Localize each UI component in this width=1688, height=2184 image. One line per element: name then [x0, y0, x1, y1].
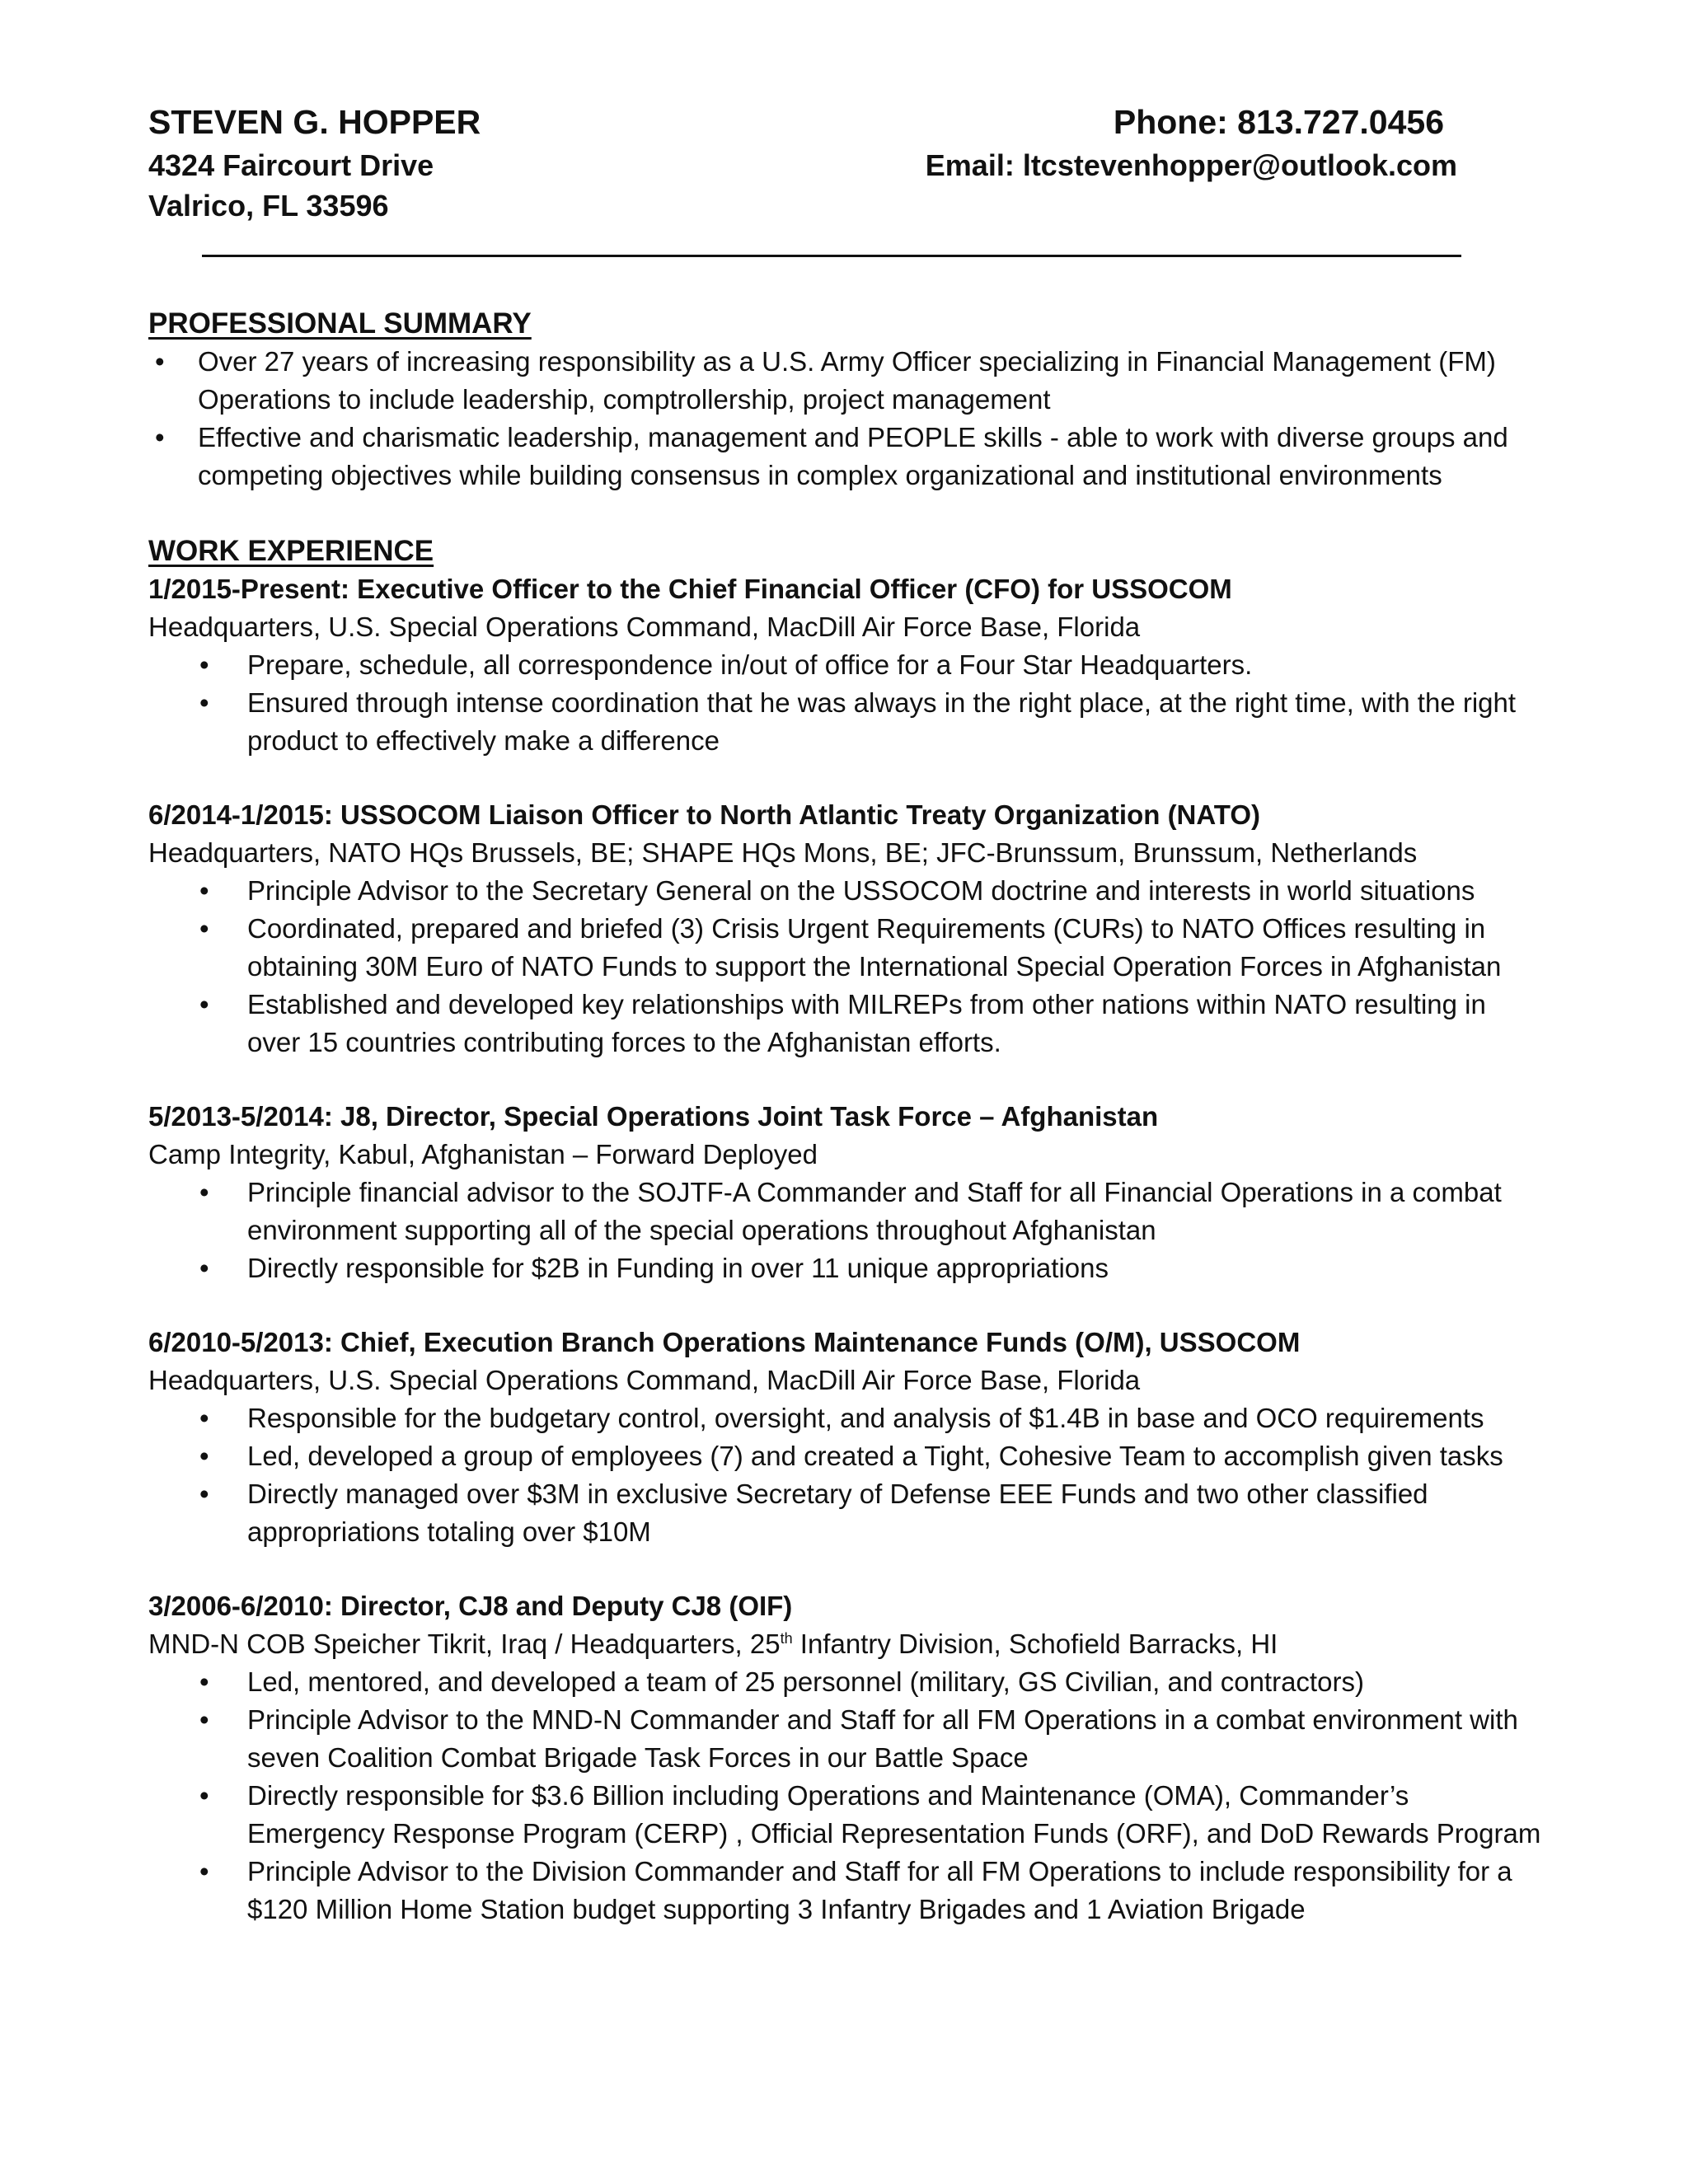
candidate-name: STEVEN G. HOPPER — [148, 103, 481, 141]
list-item — [148, 910, 1541, 986]
list-item — [148, 1399, 1541, 1437]
bullet-icon: • — [155, 422, 165, 452]
summary-list — [148, 343, 1541, 494]
header-divider — [202, 255, 1461, 257]
bullet-icon: • — [199, 687, 209, 718]
spacer — [148, 1062, 1541, 1098]
spacer — [148, 760, 1541, 796]
job-location: Headquarters, U.S. Special Operations Command, MacDill Air Force Base, Florida — [148, 612, 1141, 642]
list-item — [148, 1437, 1541, 1475]
address-city: Valrico, FL 33596 — [148, 189, 389, 223]
job-entry — [148, 796, 1541, 1062]
job-location: Camp Integrity, Kabul, Afghanistan – Forward Deployed — [148, 1139, 818, 1169]
list-item — [148, 1475, 1541, 1551]
list-item — [148, 646, 1541, 684]
job-title: 6/2010-5/2013: Chief, Execution Branch Operations Maintenance Funds (O/M), USSOCOM — [148, 1327, 1301, 1357]
resume-body — [148, 305, 1541, 1929]
duty-text: Prepare, schedule, all correspondence in/out of office for a Four Star Headquarters. — [247, 649, 1253, 680]
list-item — [148, 872, 1541, 910]
bullet-icon: • — [199, 1479, 209, 1509]
bullet-icon: • — [199, 1403, 209, 1433]
duty-text: Principle Advisor to the Division Commander and Staff for all FM Operations to include responsibility for a $120 Million Home Station budget supporting 3 Infantry Brigades and 1 Aviation Brigade — [247, 1856, 1512, 1924]
job-entry — [148, 570, 1541, 760]
duty-list — [148, 646, 1541, 760]
section-title-experience: WORK EXPERIENCE — [148, 535, 434, 567]
duty-list — [148, 1663, 1541, 1929]
job-title: 6/2014-1/2015: USSOCOM Liaison Officer to North Atlantic Treaty Organization (NATO) — [148, 799, 1260, 830]
summary-text: Over 27 years of increasing responsibility as a U.S. Army Officer specializing in Financial Management (FM) Operations to include leadership, comptrollership, project management — [198, 346, 1496, 415]
bullet-icon: • — [199, 1253, 209, 1283]
bullet-icon: • — [199, 875, 209, 906]
bullet-icon: • — [199, 1780, 209, 1811]
list-item — [148, 419, 1541, 494]
duty-text: Led, developed a group of employees (7) and created a Tight, Cohesive Team to accomplish given tasks — [247, 1441, 1503, 1471]
bullet-icon: • — [199, 913, 209, 944]
section-title-summary: PROFESSIONAL SUMMARY — [148, 307, 532, 340]
job-location: Headquarters, U.S. Special Operations Command, MacDill Air Force Base, Florida — [148, 1365, 1141, 1395]
list-item — [148, 1663, 1541, 1701]
job-location-suffix: Infantry Division, Schofield Barracks, HI — [792, 1629, 1278, 1659]
address-street: 4324 Faircourt Drive — [148, 148, 434, 182]
bullet-icon: • — [199, 1666, 209, 1697]
job-location — [148, 1625, 1541, 1663]
job-title: 5/2013-5/2014: J8, Director, Special Operations Joint Task Force – Afghanistan — [148, 1101, 1159, 1132]
duty-text: Directly responsible for $2B in Funding in over 11 unique appropriations — [247, 1253, 1109, 1283]
job-title: 1/2015-Present: Executive Officer to the Chief Financial Officer (CFO) for USSOCOM — [148, 574, 1232, 604]
duty-text: Coordinated, prepared and briefed (3) Crisis Urgent Requirements (CURs) to NATO Offices resulting in obtaining 30M Euro of NATO Funds to support the International Special Operation Forces in Afghanistan — [247, 913, 1502, 982]
spacer — [148, 1287, 1541, 1324]
job-title: 3/2006-6/2010: Director, CJ8 and Deputy CJ8 (OIF) — [148, 1591, 793, 1621]
duty-text: Established and developed key relationships with MILREPs from other nations within NATO resulting in over 15 countries contributing forces to the Afghanistan efforts. — [247, 989, 1486, 1057]
list-item — [148, 343, 1541, 419]
job-location-prefix: MND-N COB Speicher Tikrit, Iraq / Headquarters, 25 — [148, 1629, 781, 1659]
list-item — [148, 1777, 1541, 1853]
list-item — [148, 1701, 1541, 1777]
job-entry — [148, 1587, 1541, 1929]
bullet-icon: • — [199, 649, 209, 680]
job-entry — [148, 1324, 1541, 1551]
list-item — [148, 1853, 1541, 1929]
list-item — [148, 684, 1541, 760]
summary-text: Effective and charismatic leadership, management and PEOPLE skills - able to work with diverse groups and competing objectives while building consensus in complex organizational and institutional environments — [198, 422, 1508, 490]
bullet-icon: • — [199, 1856, 209, 1886]
list-item — [148, 1174, 1541, 1249]
ordinal-suffix: th — [780, 1630, 793, 1647]
bullet-icon: • — [199, 1704, 209, 1735]
bullet-icon: • — [199, 989, 209, 1019]
duty-list — [148, 1399, 1541, 1551]
bullet-icon: • — [155, 346, 165, 377]
phone-number: Phone: 813.727.0456 — [1113, 103, 1444, 141]
bullet-icon: • — [199, 1177, 209, 1207]
spacer — [148, 494, 1541, 532]
duty-text: Principle Advisor to the MND-N Commander and Staff for all FM Operations in a combat environment with seven Coalition Combat Brigade Task Forces in our Battle Space — [247, 1704, 1518, 1773]
duty-text: Ensured through intense coordination that he was always in the right place, at the right time, with the right product to effectively make a difference — [247, 687, 1517, 756]
duty-text: Directly managed over $3M in exclusive Secretary of Defense EEE Funds and two other classified appropriations totaling over $10M — [247, 1479, 1428, 1547]
duty-text: Principle financial advisor to the SOJTF-A Commander and Staff for all Financial Operations in a combat environment supporting all of the special operations throughout Afghanistan — [247, 1177, 1502, 1245]
spacer — [148, 1551, 1541, 1587]
list-item — [148, 1249, 1541, 1287]
duty-list — [148, 872, 1541, 1062]
email-address: Email: ltcstevenhopper@outlook.com — [925, 148, 1457, 182]
duty-text: Led, mentored, and developed a team of 25 personnel (military, GS Civilian, and contractors) — [247, 1666, 1364, 1697]
job-entry — [148, 1098, 1541, 1287]
duty-text: Principle Advisor to the Secretary General on the USSOCOM doctrine and interests in world situations — [247, 875, 1475, 906]
duty-text: Responsible for the budgetary control, oversight, and analysis of $1.4B in base and OCO requirements — [247, 1403, 1484, 1433]
duty-text: Directly responsible for $3.6 Billion including Operations and Maintenance (OMA), Commander’s Emergency Response Program (CERP) , Official Representation Funds (ORF), and DoD Rewards Program — [247, 1780, 1541, 1849]
list-item — [148, 986, 1541, 1062]
duty-list — [148, 1174, 1541, 1287]
bullet-icon: • — [199, 1441, 209, 1471]
job-location: Headquarters, NATO HQs Brussels, BE; SHAPE HQs Mons, BE; JFC-Brunssum, Brunssum, Netherlands — [148, 837, 1418, 868]
